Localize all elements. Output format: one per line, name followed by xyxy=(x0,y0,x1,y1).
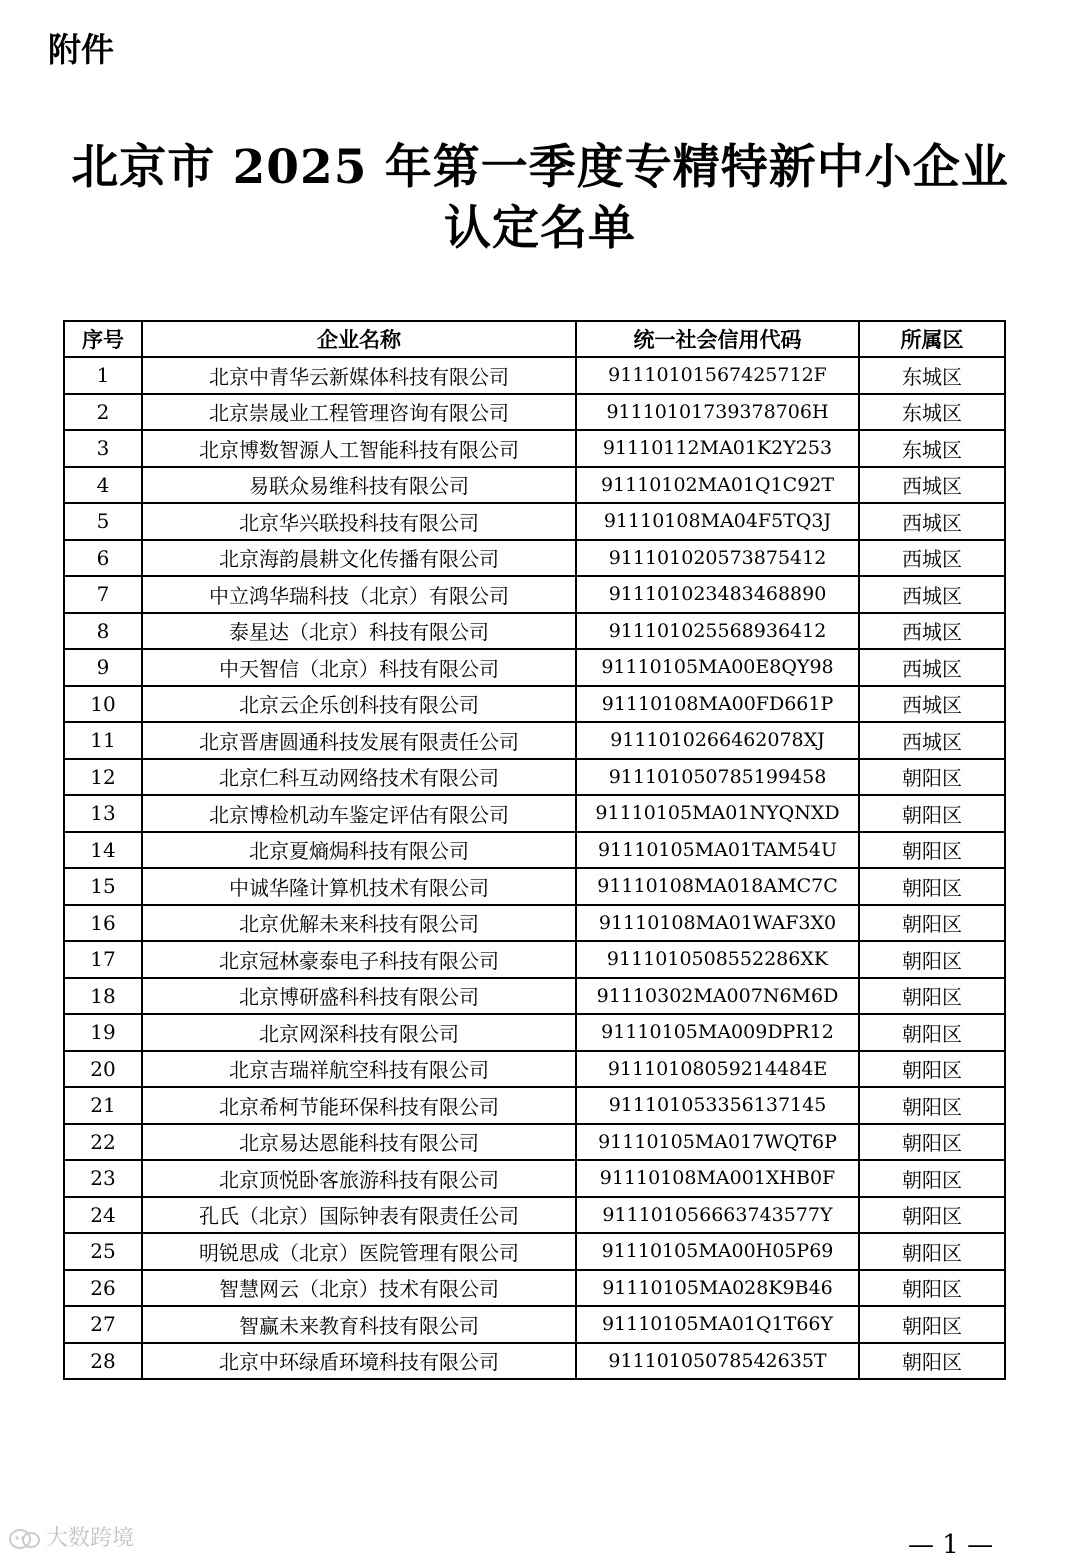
company-name: 北京仁科互动网络技术有限公司 xyxy=(142,759,576,796)
district: 朝阳区 xyxy=(859,1343,1005,1380)
credit-code: 911101056663743577Y xyxy=(576,1197,859,1234)
document-title-line1: 北京市 2025 年第一季度专精特新中小企业 xyxy=(71,140,1009,195)
company-name: 北京崇晟业工程管理咨询有限公司 xyxy=(142,394,576,431)
company-name: 明锐思成（北京）医院管理有限公司 xyxy=(142,1233,576,1270)
district: 朝阳区 xyxy=(859,1270,1005,1307)
credit-code: 91110105078542635T xyxy=(576,1343,859,1380)
company-name: 北京华兴联投科技有限公司 xyxy=(142,503,576,540)
row-number: 23 xyxy=(64,1160,142,1197)
district: 西城区 xyxy=(859,686,1005,723)
credit-code: 91110108MA00FD661P xyxy=(576,686,859,723)
row-number: 10 xyxy=(64,686,142,723)
column-header-district: 所属区 xyxy=(859,321,1005,357)
district: 东城区 xyxy=(859,394,1005,431)
column-header-company-name: 企业名称 xyxy=(142,321,576,357)
table-row xyxy=(64,1197,1005,1234)
credit-code: 91110105MA00E8QY98 xyxy=(576,649,859,686)
district: 朝阳区 xyxy=(859,1087,1005,1124)
company-name: 北京易达恩能科技有限公司 xyxy=(142,1124,576,1161)
company-name: 北京云企乐创科技有限公司 xyxy=(142,686,576,723)
district: 朝阳区 xyxy=(859,759,1005,796)
credit-code: 911101050785199458 xyxy=(576,759,859,796)
credit-code: 911101020573875412 xyxy=(576,540,859,577)
credit-code: 91110105MA017WQT6P xyxy=(576,1124,859,1161)
district: 朝阳区 xyxy=(859,1124,1005,1161)
company-name: 智慧网云（北京）技术有限公司 xyxy=(142,1270,576,1307)
company-name: 中立鸿华瑞科技（北京）有限公司 xyxy=(142,576,576,613)
district: 朝阳区 xyxy=(859,905,1005,942)
row-number: 5 xyxy=(64,503,142,540)
credit-code: 91110108MA001XHB0F xyxy=(576,1160,859,1197)
district: 朝阳区 xyxy=(859,1014,1005,1051)
row-number: 22 xyxy=(64,1124,142,1161)
credit-code: 91110101739378706H xyxy=(576,394,859,431)
credit-code: 91110108MA04F5TQ3J xyxy=(576,503,859,540)
table-row xyxy=(64,576,1005,613)
table-row xyxy=(64,613,1005,650)
company-name: 智赢未来教育科技有限公司 xyxy=(142,1306,576,1343)
company-name: 中诚华隆计算机技术有限公司 xyxy=(142,868,576,905)
credit-code: 9111010508552286XK xyxy=(576,941,859,978)
district: 西城区 xyxy=(859,576,1005,613)
district: 朝阳区 xyxy=(859,1160,1005,1197)
company-name: 北京希柯节能环保科技有限公司 xyxy=(142,1087,576,1124)
row-number: 15 xyxy=(64,868,142,905)
company-name: 北京网深科技有限公司 xyxy=(142,1014,576,1051)
table-row xyxy=(64,1051,1005,1088)
company-name: 北京海韵晨耕文化传播有限公司 xyxy=(142,540,576,577)
credit-code: 91110302MA007N6M6D xyxy=(576,978,859,1015)
page-number: — 1 — xyxy=(908,1530,994,1560)
table-row xyxy=(64,540,1005,577)
credit-code: 911101023483468890 xyxy=(576,576,859,613)
credit-code: 91110105MA009DPR12 xyxy=(576,1014,859,1051)
district: 西城区 xyxy=(859,503,1005,540)
row-number: 7 xyxy=(64,576,142,613)
district: 西城区 xyxy=(859,467,1005,504)
credit-code: 91110108MA01WAF3X0 xyxy=(576,905,859,942)
table-row xyxy=(64,941,1005,978)
credit-code: 91110112MA01K2Y253 xyxy=(576,430,859,467)
credit-code: 91110108059214484E xyxy=(576,1051,859,1088)
credit-code: 91110105MA00H05P69 xyxy=(576,1233,859,1270)
row-number: 8 xyxy=(64,613,142,650)
table-row xyxy=(64,1087,1005,1124)
table-row xyxy=(64,978,1005,1015)
table-row xyxy=(64,686,1005,723)
table-row xyxy=(64,795,1005,832)
row-number: 18 xyxy=(64,978,142,1015)
row-number: 26 xyxy=(64,1270,142,1307)
district: 东城区 xyxy=(859,357,1005,394)
company-name: 北京中青华云新媒体科技有限公司 xyxy=(142,357,576,394)
district: 朝阳区 xyxy=(859,1233,1005,1270)
credit-code: 91110105MA028K9B46 xyxy=(576,1270,859,1307)
row-number: 28 xyxy=(64,1343,142,1380)
table-row xyxy=(64,722,1005,759)
attachment-label: 附件 xyxy=(48,30,114,69)
company-name: 孔氏（北京）国际钟表有限责任公司 xyxy=(142,1197,576,1234)
credit-code: 91110105MA01TAM54U xyxy=(576,832,859,869)
district: 西城区 xyxy=(859,613,1005,650)
row-number: 27 xyxy=(64,1306,142,1343)
table-row xyxy=(64,357,1005,394)
row-number: 13 xyxy=(64,795,142,832)
table-row xyxy=(64,467,1005,504)
credit-code: 91110108MA018AMC7C xyxy=(576,868,859,905)
district: 朝阳区 xyxy=(859,1306,1005,1343)
district: 朝阳区 xyxy=(859,941,1005,978)
company-name: 北京博研盛科科技有限公司 xyxy=(142,978,576,1015)
table-row xyxy=(64,1233,1005,1270)
row-number: 14 xyxy=(64,832,142,869)
table-row xyxy=(64,759,1005,796)
company-name: 北京冠林豪泰电子科技有限公司 xyxy=(142,941,576,978)
row-number: 20 xyxy=(64,1051,142,1088)
watermark-text: 大数跨境 xyxy=(46,1526,135,1551)
watermark xyxy=(8,1524,134,1554)
credit-code: 911101025568936412 xyxy=(576,613,859,650)
table-row xyxy=(64,1270,1005,1307)
watermark-logo-icon xyxy=(8,1527,42,1551)
table-row xyxy=(64,832,1005,869)
table-row xyxy=(64,1306,1005,1343)
column-header-credit-code: 统一社会信用代码 xyxy=(576,321,859,357)
district: 朝阳区 xyxy=(859,868,1005,905)
district: 东城区 xyxy=(859,430,1005,467)
credit-code: 911101053356137145 xyxy=(576,1087,859,1124)
table-row xyxy=(64,905,1005,942)
row-number: 24 xyxy=(64,1197,142,1234)
table-header-row xyxy=(64,321,1005,357)
table-row xyxy=(64,1124,1005,1161)
company-name: 北京博数智源人工智能科技有限公司 xyxy=(142,430,576,467)
row-number: 16 xyxy=(64,905,142,942)
credit-code: 91110105MA01Q1T66Y xyxy=(576,1306,859,1343)
company-name: 北京博检机动车鉴定评估有限公司 xyxy=(142,795,576,832)
credit-code: 91110105MA01NYQNXD xyxy=(576,795,859,832)
credit-code: 91110101567425712F xyxy=(576,357,859,394)
table-row xyxy=(64,1343,1005,1380)
table-row xyxy=(64,503,1005,540)
company-name: 北京晋唐圆通科技发展有限责任公司 xyxy=(142,722,576,759)
row-number: 25 xyxy=(64,1233,142,1270)
row-number: 9 xyxy=(64,649,142,686)
row-number: 2 xyxy=(64,394,142,431)
row-number: 6 xyxy=(64,540,142,577)
district: 朝阳区 xyxy=(859,1051,1005,1088)
company-name: 北京顶悦卧客旅游科技有限公司 xyxy=(142,1160,576,1197)
district: 西城区 xyxy=(859,649,1005,686)
table-row xyxy=(64,868,1005,905)
company-name: 北京中环绿盾环境科技有限公司 xyxy=(142,1343,576,1380)
row-number: 11 xyxy=(64,722,142,759)
district: 朝阳区 xyxy=(859,1197,1005,1234)
district: 朝阳区 xyxy=(859,832,1005,869)
table-row xyxy=(64,649,1005,686)
table-row xyxy=(64,430,1005,467)
row-number: 3 xyxy=(64,430,142,467)
table-body xyxy=(64,357,1005,1379)
row-number: 17 xyxy=(64,941,142,978)
row-number: 12 xyxy=(64,759,142,796)
district: 西城区 xyxy=(859,540,1005,577)
company-name: 北京优解未来科技有限公司 xyxy=(142,905,576,942)
enterprise-table xyxy=(63,320,1006,1380)
row-number: 4 xyxy=(64,467,142,504)
company-name: 易联众易维科技有限公司 xyxy=(142,467,576,504)
company-name: 中天智信（北京）科技有限公司 xyxy=(142,649,576,686)
table-row xyxy=(64,1160,1005,1197)
company-name: 北京吉瑞祥航空科技有限公司 xyxy=(142,1051,576,1088)
table-row xyxy=(64,394,1005,431)
district: 朝阳区 xyxy=(859,795,1005,832)
district: 西城区 xyxy=(859,722,1005,759)
table-row xyxy=(64,1014,1005,1051)
document-title-line2: 认定名单 xyxy=(444,201,636,256)
row-number: 21 xyxy=(64,1087,142,1124)
row-number: 1 xyxy=(64,357,142,394)
row-number: 19 xyxy=(64,1014,142,1051)
credit-code: 9111010266462078XJ xyxy=(576,722,859,759)
column-header-number: 序号 xyxy=(64,321,142,357)
company-name: 泰星达（北京）科技有限公司 xyxy=(142,613,576,650)
company-name: 北京夏熵焗科技有限公司 xyxy=(142,832,576,869)
credit-code: 91110102MA01Q1C92T xyxy=(576,467,859,504)
district: 朝阳区 xyxy=(859,978,1005,1015)
